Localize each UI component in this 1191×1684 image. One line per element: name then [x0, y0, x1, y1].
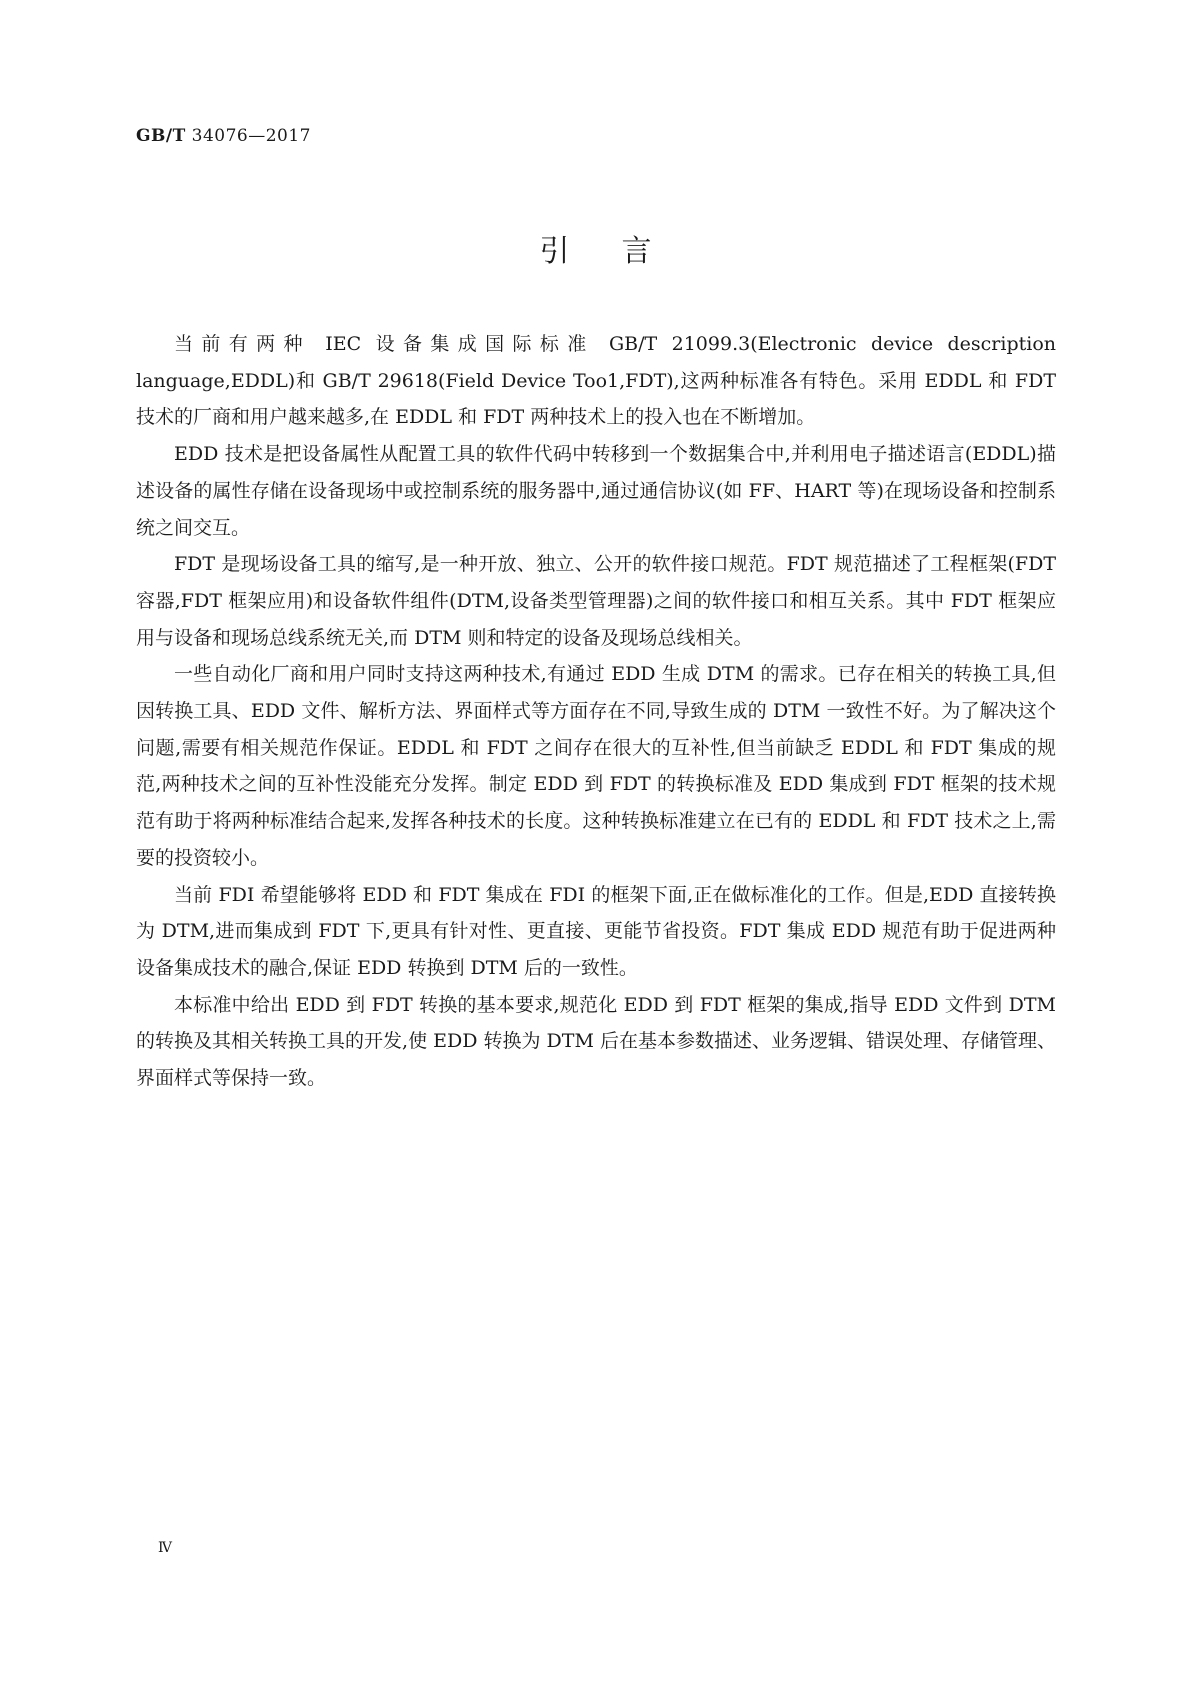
page-number: Ⅳ	[158, 1540, 172, 1556]
paragraph: FDT 是现场设备工具的缩写,是一种开放、独立、公开的软件接口规范。FDT 规范描述了工程框架(FDT 容器,FDT 框架应用)和设备软件组件(DTM,设备类型管理器)之间的软件接口和相互关系。其中 FDT 框架应用与设备和现场总线系统无关,而 DTM 则和特定的设备及现场总线相关。	[136, 553, 1056, 649]
standard-code-prefix: GB/T	[136, 126, 186, 146]
paragraph: 一些自动化厂商和用户同时支持这两种技术,有通过 EDD 生成 DTM 的需求。已存在相关的转换工具,但因转换工具、EDD 文件、解析方法、界面样式等方面存在不同,导致生成的 DTM 一致性不好。为了解决这个问题,需要有相关规范作保证。EDDL 和 FDT 之间存在很大的互补性,但当前缺乏 EDDL 和 FDT 集成的规范,两种技术之间的互补性没能充分发挥。制定 EDD 到 FDT 的转换标准及 EDD 集成到 FDT 框架的技术规范有助于将两种标准结合起来,发挥各种技术的长度。这种转换标准建立在已有的 EDDL 和 FDT 技术之上,需要的投资较小。	[136, 663, 1056, 869]
page-title: 引言	[539, 234, 704, 269]
standard-code-number: 34076—2017	[191, 126, 311, 146]
paragraph: 本标准中给出 EDD 到 FDT 转换的基本要求,规范化 EDD 到 FDT 框架的集成,指导 EDD 文件到 DTM 的转换及其相关转换工具的开发,使 EDD 转换为 DTM 后在基本参数描述、业务逻辑、错误处理、存储管理、界面样式等保持一致。	[136, 993, 1056, 1090]
paragraph: 当前 FDI 希望能够将 EDD 和 FDT 集成在 FDI 的框架下面,正在做标准化的工作。但是,EDD 直接转换为 DTM,进而集成到 FDT 下,更具有针对性、更直接、更能节省投资。FDT 集成 EDD 规范有助于促进两种设备集成技术的融合,保证 EDD 转换到 DTM 后的一致性。	[136, 883, 1056, 979]
standard-code	[136, 126, 311, 146]
paragraph: 当前有两种 IEC 设备集成国际标准 GB/T 21099.3(Electronic device description language,EDDL)和 GB/T 29618(Field Device Too1,FDT),这两种标准各有特色。采用 EDDL 和 FDT 技术的厂商和用户越来越多,在 EDDL 和 FDT 两种技术上的投入也在不断增加。	[136, 333, 1056, 429]
introduction-body	[136, 326, 1056, 1097]
paragraph: EDD 技术是把设备属性从配置工具的软件代码中转移到一个数据集合中,并利用电子描述语言(EDDL)描述设备的属性存储在设备现场中或控制系统的服务器中,通过通信协议(如 FF、HART 等)在现场设备和控制系统之间交互。	[136, 443, 1056, 539]
